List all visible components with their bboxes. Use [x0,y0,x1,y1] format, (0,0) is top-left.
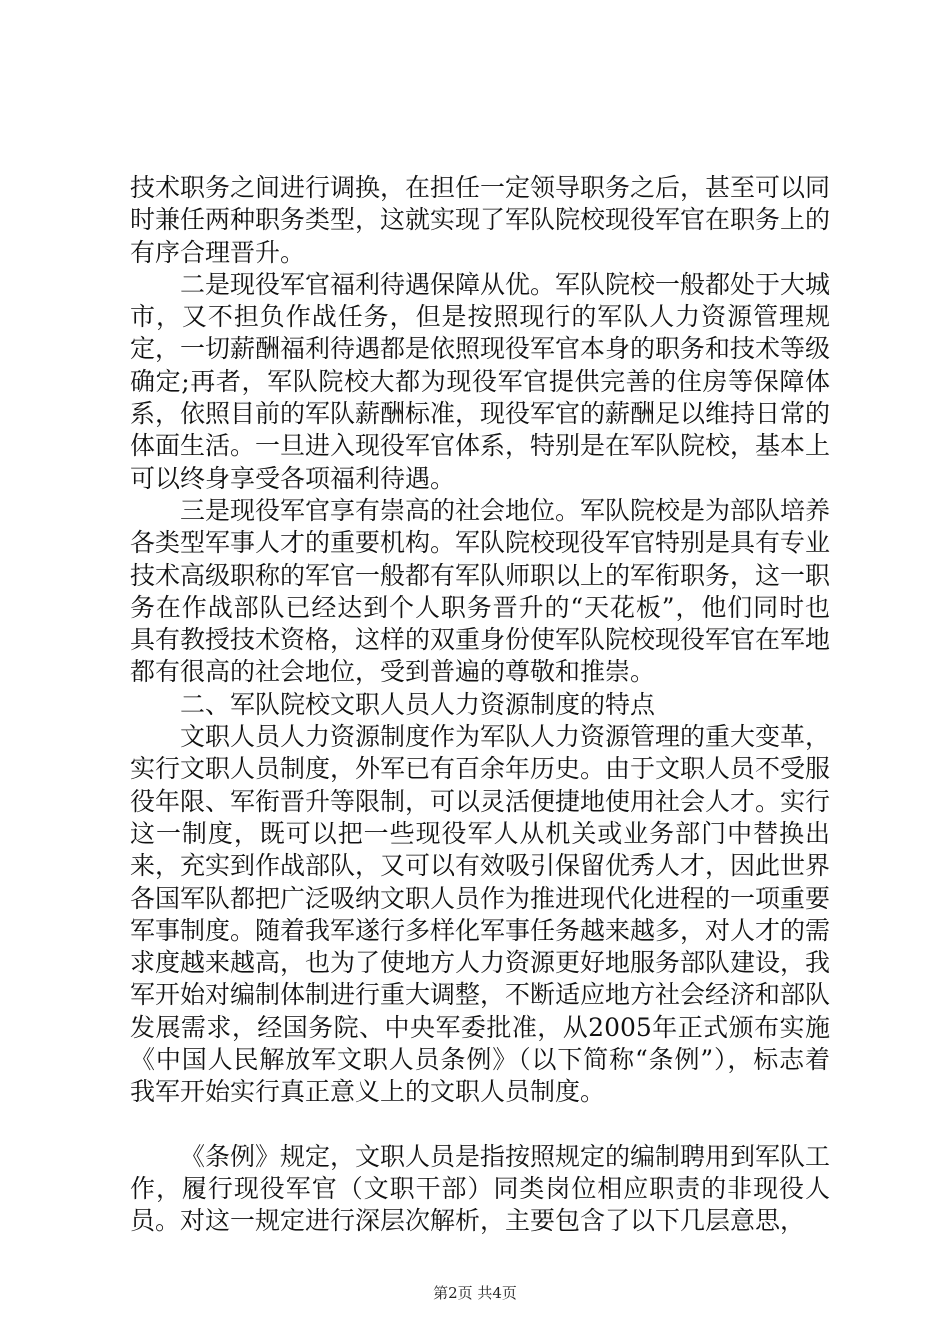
document-body [130,172,830,1238]
paragraph-3: 三是现役军官享有崇高的社会地位。军队院校是为部队培养各类型军事人才的重要机构。军队院校现役军官特别是具有专业技术高级职称的军官一般都有军队师职以上的军衔职务，这一职务在作战部队已经达到个人职务晋升的“天花板”，他们同时也具有教授技术资格，这样的双重身份使军队院校现役军官在军地都有很高的社会地位，受到普遍的尊敬和推崇。 [130,495,831,687]
paragraph-6: 《条例》规定，文职人员是指按照规定的编制聘用到军队工作，履行现役军官（文职干部）同类岗位相应职责的非现役人员。对这一规定进行深层次解析，主要包含了以下几层意思， [130,1141,831,1236]
paragraph-5: 文职人员人力资源制度作为军队人力资源管理的重大变革，实行文职人员制度，外军已有百余年历史。由于文职人员不受服役年限、军衔晋升等限制，可以灵活便捷地使用社会人才。实行这一制度，既可以把一些现役军人从机关或业务部门中替换出来，充实到作战部队，又可以有效吸引保留优秀人才，因此世界各国军队都把广泛吸纳文职人员作为推进现代化进程的一项重要军事制度。随着我军遂行多样化军事任务越来越多，对人才的需求度越来越高，也为了使地方人力资源更好地服务部队建设，我军开始对编制体制进行重大调整，不断适应地方社会经济和部队发展需求，经国务院、中央军委批准，从2005年正式颁布实施《中国人民解放军文职人员条例》（以下简称“条例”），标志着我军开始实行真正意义上的文职人员制度。 [130,722,831,1107]
section-heading: 二、军队院校文职人员人力资源制度的特点 [180,689,656,719]
page-number-footer: 第2页 共4页 [433,1284,517,1302]
paragraph-1: 技术职务之间进行调换，在担任一定领导职务之后，甚至可以同时兼任两种职务类型，这就实现了军队院校现役军官在职务上的有序合理晋升。 [130,173,831,267]
paragraph-gap [130,1109,830,1141]
paragraph-2: 二是现役军官福利待遇保障从优。军队院校一般都处于大城市，又不担负作战任务，但是按照现行的军队人力资源管理规定，一切薪酬福利待遇都是依照现役军官本身的职务和技术等级确定;再者，军队院校大都为现役军官提供完善的住房等保障体系，依照目前的军队薪酬标准，现役军官的薪酬足以维持日常的体面生活。一旦进入现役军官体系，特别是在军队院校，基本上可以终身享受各项福利待遇。 [130,269,831,493]
